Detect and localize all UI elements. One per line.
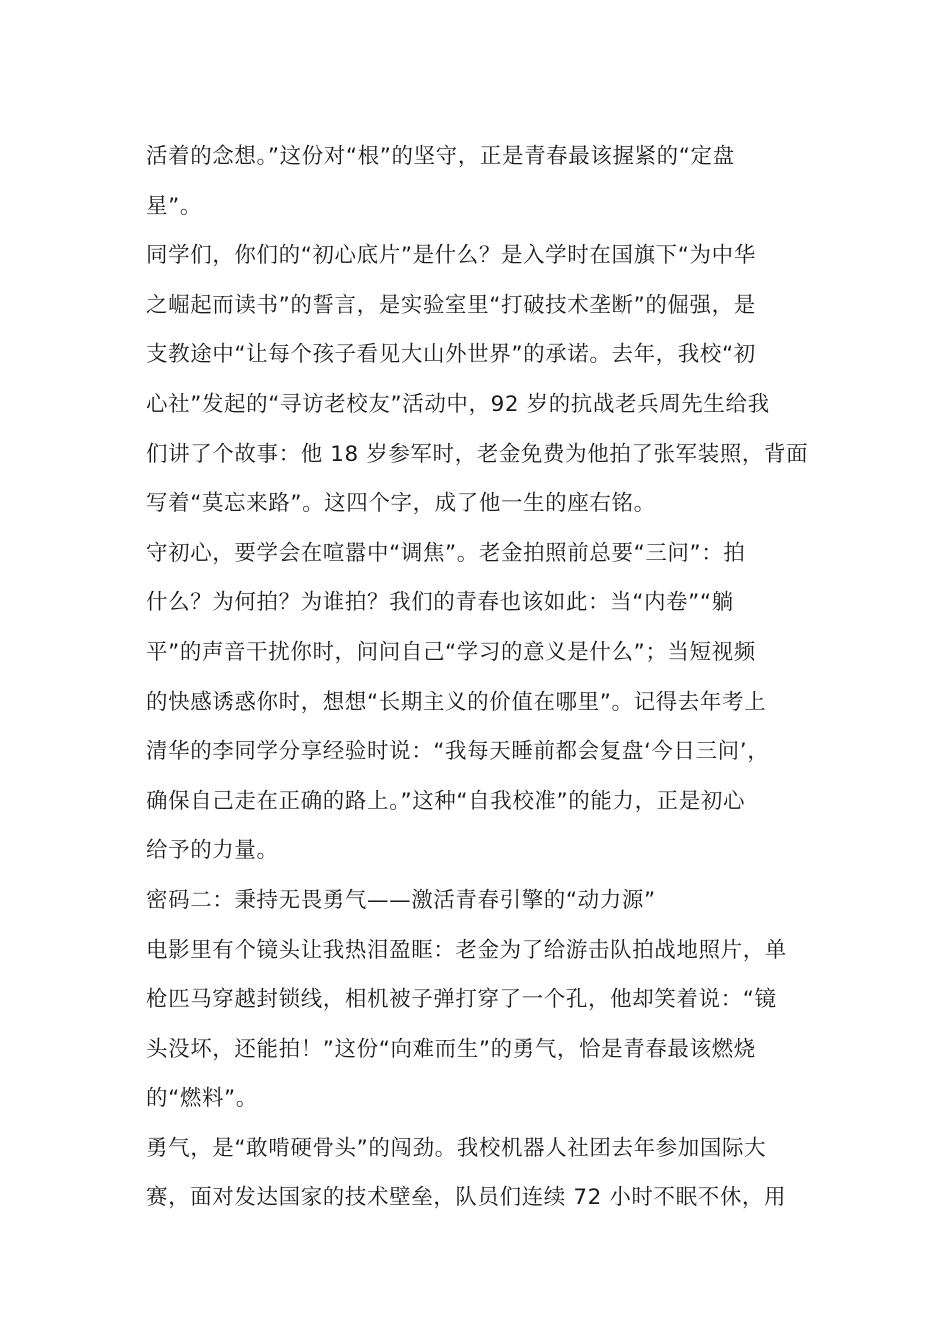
text-line: 枪匹马穿越封锁线，相机被子弹打穿了一个孔，他却笑着说：“镜	[146, 987, 777, 1013]
text-line: 活着的念想。”这份对“根”的坚守，正是青春最该握紧的“定盘	[146, 144, 735, 169]
text-line: 确保自己走在正确的路上。”这种“自我校准”的能力，正是初心	[146, 788, 746, 814]
text-line: 心社”发起的“寻访老校友”活动中，92 岁的抗战老兵周先生给我	[146, 391, 770, 417]
section-heading: 密码二：秉持无畏勇气——激活青春引擎的“动力源”	[146, 887, 656, 913]
text-line: 电影里有个镜头让我热泪盈眶：老金为了给游击队拍战地照片，单	[146, 937, 787, 963]
document-body	[146, 132, 816, 1223]
text-line: 之崛起而读书”的誓言，是实验室里“打破技术垄断”的倔强，是	[146, 292, 756, 318]
text-line: 什么？为何拍？为谁拍？我们的青春也该如此：当“内卷”“躺	[146, 590, 734, 616]
text-line: 头没坏，还能拍！”这份“向难而生”的勇气，恰是青春最该燃烧	[146, 1036, 756, 1062]
text-line: 赛，面对发达国家的技术壁垒，队员们连续 72 小时不眠不休，用	[146, 1185, 787, 1211]
text-line: 星”。	[146, 193, 202, 219]
text-line: 同学们，你们的“初心底片”是什么？是入学时在国旗下“为中华	[146, 243, 756, 269]
text-line: 的“燃料”。	[146, 1086, 258, 1112]
text-line: 守初心，要学会在喧嚣中“调焦”。老金拍照前总要“三问”：拍	[146, 540, 746, 566]
text-line: 的快感诱惑你时，想想“长期主义的价值在哪里”。记得去年考上	[146, 689, 767, 715]
text-line: 勇气，是“敢啃硬骨头”的闯劲。我校机器人社团去年参加国际大	[146, 1135, 767, 1161]
text-line: 平”的声音干扰你时，问问自己“学习的意义是什么”；当短视频	[146, 639, 756, 665]
text-line: 支教途中“让每个孩子看见大山外世界”的承诺。去年，我校“初	[146, 342, 756, 368]
text-line: 写着“莫忘来路”。这四个字，成了他一生的座右铭。	[146, 491, 656, 517]
text-line: 给予的力量。	[146, 838, 279, 864]
text-line: 清华的李同学分享经验时说：“我每天睡前都会复盘‘今日三问’，	[146, 739, 770, 765]
text-line: 们讲了个故事：他 18 岁参军时，老金免费为他拍了张军装照，背面	[146, 441, 809, 467]
